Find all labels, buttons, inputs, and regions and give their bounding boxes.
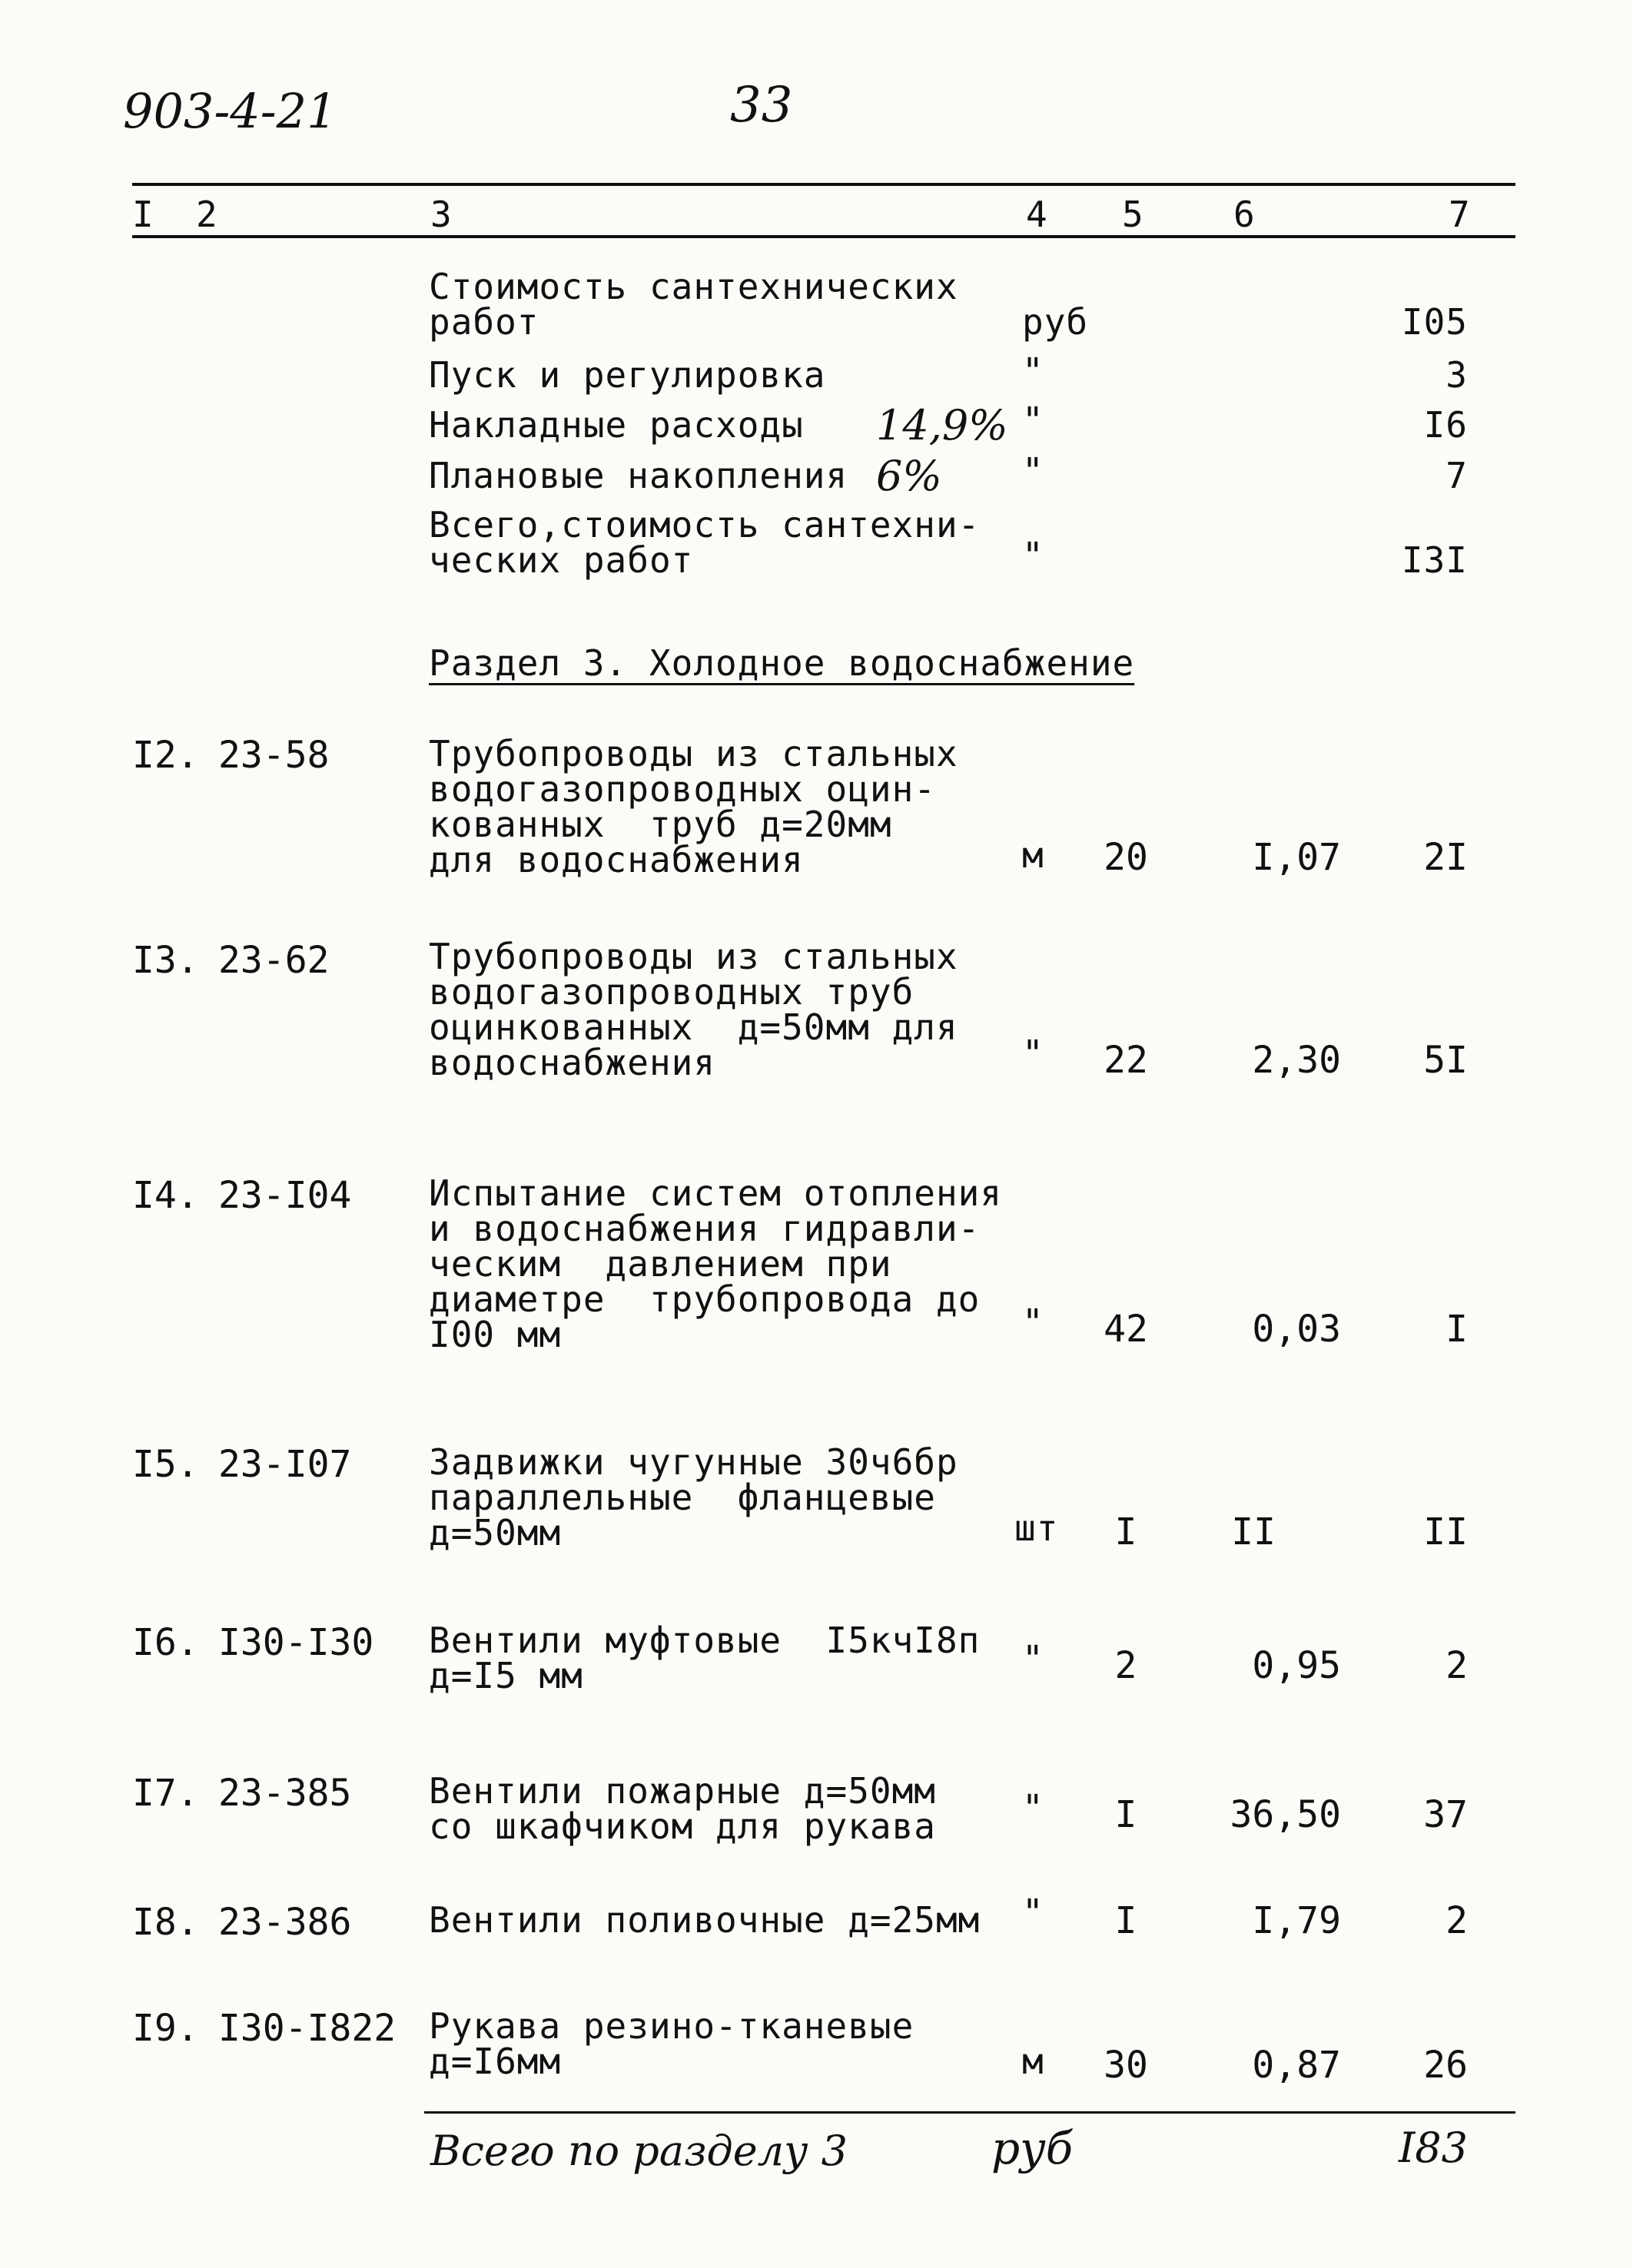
footer-rule bbox=[424, 2111, 1515, 2114]
summary-total: I3I bbox=[1401, 539, 1468, 581]
row-quantity: I bbox=[1114, 1510, 1137, 1553]
header-rule bbox=[132, 235, 1515, 238]
section-title: Раздел 3. Холодное водоснабжение bbox=[429, 642, 1135, 684]
summary-text: Пуск и регулировка bbox=[429, 354, 826, 396]
row-quantity: 42 bbox=[1104, 1308, 1148, 1351]
row-code: I30-I822 bbox=[218, 2007, 397, 2050]
row-unit: " bbox=[1022, 1638, 1044, 1679]
row-total: II bbox=[1423, 1510, 1468, 1553]
row-description: Трубопроводы из стальных водогазопроводных труб оцинкованных д=50мм для водоснабжения bbox=[429, 936, 958, 1083]
row-code: 23-I04 bbox=[218, 1174, 352, 1217]
summary-note: 14,9% bbox=[876, 401, 1008, 449]
row-total: 37 bbox=[1423, 1793, 1468, 1836]
row-total: 2 bbox=[1445, 1899, 1468, 1942]
column-header-4: 4 bbox=[1026, 194, 1048, 235]
row-price: I,79 bbox=[1252, 1899, 1341, 1942]
row-number: I5. bbox=[132, 1443, 199, 1486]
page-number: 33 bbox=[730, 77, 793, 134]
row-unit: шт bbox=[1014, 1507, 1059, 1549]
row-quantity: 2 bbox=[1114, 1644, 1137, 1687]
row-code: 23-386 bbox=[218, 1901, 352, 1944]
row-price: 0,87 bbox=[1252, 2044, 1341, 2087]
row-quantity: 30 bbox=[1104, 2044, 1148, 2087]
column-header-3: 3 bbox=[430, 194, 453, 235]
column-header-6: 6 bbox=[1233, 194, 1256, 235]
summary-unit: " bbox=[1022, 535, 1044, 576]
row-quantity: I bbox=[1114, 1793, 1137, 1836]
summary-unit: " bbox=[1022, 400, 1044, 441]
column-header-2: 2 bbox=[196, 194, 218, 235]
row-code: 23-58 bbox=[218, 734, 330, 777]
summary-note: 6% bbox=[876, 452, 942, 500]
row-description: Вентили муфтовые I5кчI8п д=I5 мм bbox=[429, 1620, 981, 1696]
row-description: Задвижки чугунные 30ч6бр параллельные фланцевые д=50мм bbox=[429, 1441, 958, 1553]
row-price: 36,50 bbox=[1230, 1793, 1341, 1836]
row-code: 23-I07 bbox=[218, 1443, 352, 1486]
summary-total: I05 bbox=[1401, 301, 1468, 343]
column-header-7: 7 bbox=[1449, 194, 1471, 235]
row-code: 23-385 bbox=[218, 1772, 352, 1815]
summary-total: 7 bbox=[1445, 455, 1468, 496]
row-description: Трубопроводы из стальных водогазопроводных оцин- кованных труб д=20мм для водоснабжения bbox=[429, 733, 958, 880]
document-code: 903-4-21 bbox=[123, 83, 337, 139]
row-quantity: 22 bbox=[1104, 1039, 1148, 1082]
summary-text: Всего,стоимость сантехни- ческих работ bbox=[429, 504, 981, 581]
row-price: I,07 bbox=[1252, 836, 1341, 879]
summary-total: I6 bbox=[1423, 404, 1468, 446]
row-description: Рукава резино-тканевые д=I6мм bbox=[429, 2005, 914, 2082]
summary-unit: руб bbox=[1022, 301, 1089, 343]
row-total: 2I bbox=[1423, 836, 1468, 879]
row-unit: м bbox=[1022, 2041, 1044, 2082]
top-rule bbox=[132, 183, 1515, 186]
row-unit: " bbox=[1022, 1787, 1044, 1829]
section-total-unit: руб bbox=[991, 2122, 1074, 2174]
summary-text: Накладные расходы bbox=[429, 404, 804, 446]
row-unit: " bbox=[1022, 1301, 1044, 1343]
summary-unit: " bbox=[1022, 350, 1044, 392]
row-total: 2 bbox=[1445, 1644, 1468, 1687]
row-number: I7. bbox=[132, 1772, 199, 1815]
section-total-label: Всего по разделу 3 bbox=[430, 2127, 848, 2175]
section-total-value: I83 bbox=[1398, 2124, 1468, 2172]
row-total: I bbox=[1445, 1308, 1468, 1351]
row-total: 26 bbox=[1423, 2044, 1468, 2087]
summary-unit: " bbox=[1022, 450, 1044, 492]
row-description: Испытание систем отопления и водоснабжения гидравли- ческим давлением при диаметре трубопровода до I00 мм bbox=[429, 1172, 1003, 1355]
row-price: 0,95 bbox=[1252, 1644, 1341, 1687]
row-number: I4. bbox=[132, 1174, 199, 1217]
row-unit: " bbox=[1022, 1892, 1044, 1933]
column-header-5: 5 bbox=[1122, 194, 1144, 235]
row-description: Вентили поливочные д=25мм bbox=[429, 1899, 981, 1941]
row-description: Вентили пожарные д=50мм со шкафчиком для рукава bbox=[429, 1770, 936, 1847]
row-total: 5I bbox=[1423, 1039, 1468, 1082]
summary-text: Стоимость сантехнических работ bbox=[429, 266, 958, 343]
row-number: I9. bbox=[132, 2007, 199, 2050]
row-price: 0,03 bbox=[1252, 1308, 1341, 1351]
row-quantity: 20 bbox=[1104, 836, 1148, 879]
row-number: I2. bbox=[132, 734, 199, 777]
row-code: 23-62 bbox=[218, 939, 330, 982]
row-number: I3. bbox=[132, 939, 199, 982]
summary-total: 3 bbox=[1445, 354, 1468, 396]
row-unit: м bbox=[1022, 834, 1044, 876]
row-price: II bbox=[1231, 1510, 1276, 1553]
column-header-1: I bbox=[132, 194, 154, 235]
row-number: I8. bbox=[132, 1901, 199, 1944]
row-code: I30-I30 bbox=[218, 1621, 374, 1664]
row-quantity: I bbox=[1114, 1899, 1137, 1942]
row-price: 2,30 bbox=[1252, 1039, 1341, 1082]
row-number: I6. bbox=[132, 1621, 199, 1664]
summary-text: Плановые накопления bbox=[429, 455, 848, 496]
row-unit: " bbox=[1022, 1033, 1044, 1074]
